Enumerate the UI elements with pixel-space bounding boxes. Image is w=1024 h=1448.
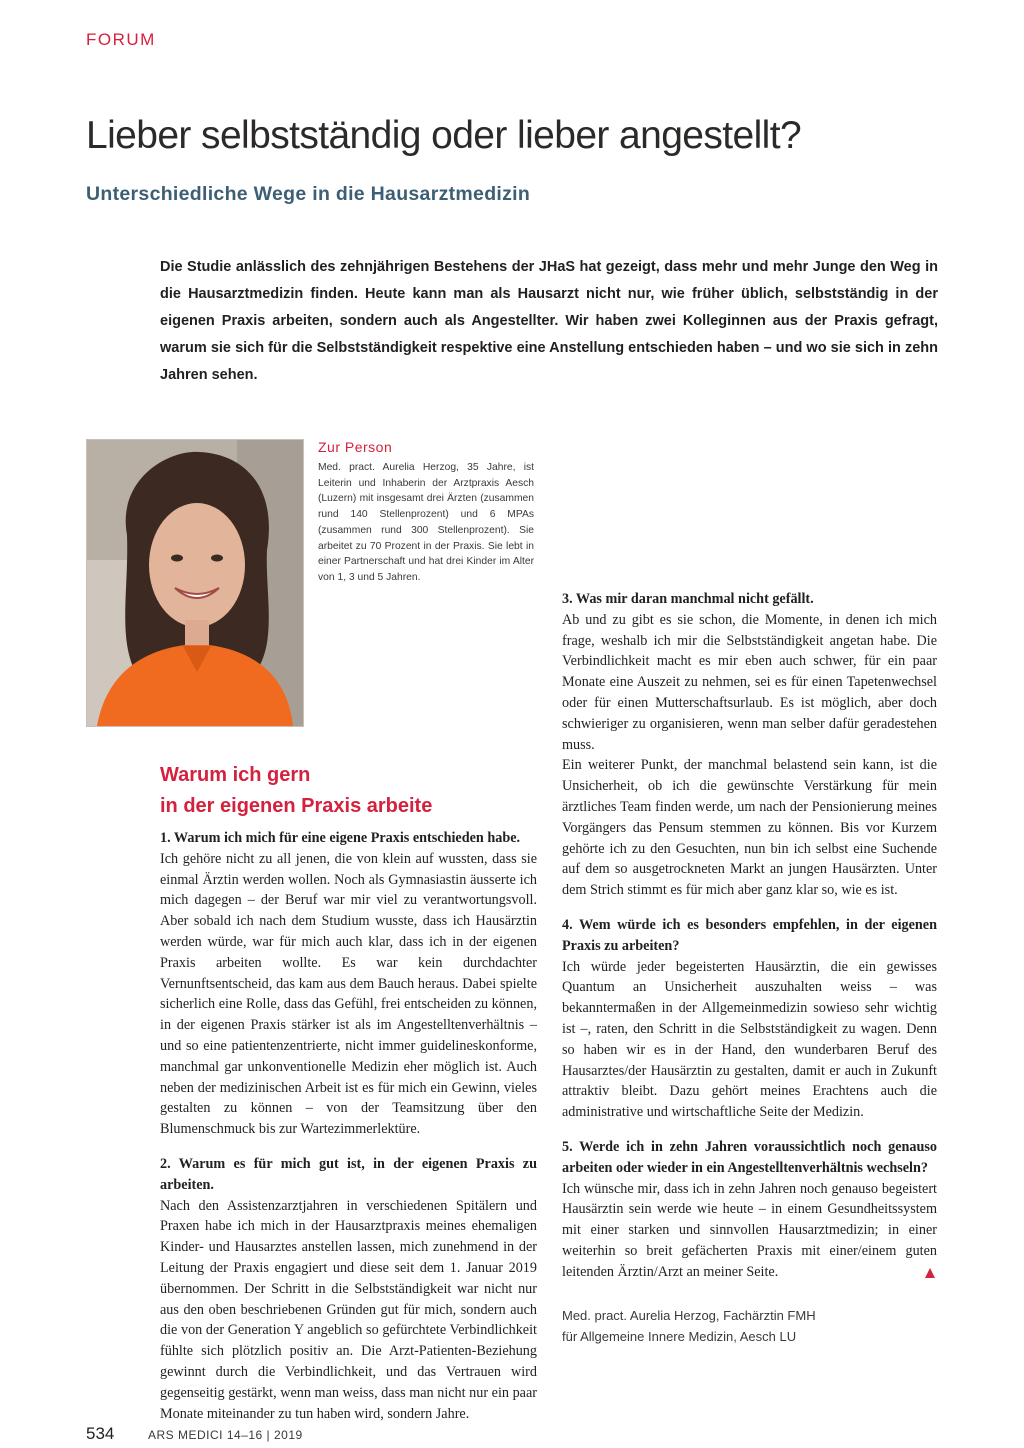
article-column-right bbox=[562, 439, 937, 1283]
person-box-text: Med. pract. Aurelia Herzog, 35 Jahre, ist Leiterin und Inhaberin der Arztpraxis Aesch (Luzern) mit insgesamt drei Ärzten (zusammen rund 140 Stellenprozent) und 6 MPAs (zusammen rund 300 Stellenprozent). Sie arbeitet zu 70 Prozent in der Praxis. Sie lebt in einer Partnerschaft und hat drei Kinder im Alter von 1, 3 und 5 Jahren. bbox=[318, 462, 534, 583]
answer-3-continued: Ein weiterer Punkt, der manchmal belastend sein kann, ist die Unsicherheit, ob ich die gewünschte Verstärkung für mein ärztliches Team finden werde, um nach der Pensionierung meines Vorgängers das Pensum stemmen zu können. Bis vor Kurzem gehörte ich zu den Gesuchten, nun bin ich selbst eine Suchende auf dem so ausgetrockneten Markt an jungen Hausärzten. Unter dem Strich stimmt es für mich aber ganz klar so, wie es ist. bbox=[562, 757, 937, 899]
article-heading-line1: Warum ich gern bbox=[160, 764, 311, 786]
answer-2: Nach den Assistenzarztjahren in verschiedenen Spitälern und Praxen habe ich mich in der Hausarztpraxis meines ehemaligen Kinder- und Hausarztes anstellen lassen, mich zunehmend in der Leitung der Praxis engagiert und diese seit dem 1. Januar 2019 übernommen. Der Schritt in die Selbstständigkeit war nicht nur aus den oben beschriebenen Gründen gut für mich, sondern auch die von der Generation Y angeblich so gefürchtete Verbindlichkeit fühlte sich plötzlich positiv an. Die Arzt-Patienten-Beziehung gewinnt durch die Verbindlichkeit, und das Vertrauen wird gegenseitig gestärkt, wenn man weiss, dass man nicht nur ein paar Monate miteinander zu tun haben wird, sondern Jahre. bbox=[160, 1197, 537, 1422]
question-1: 1. Warum ich mich für eine eigene Praxis entschieden habe. bbox=[160, 830, 521, 846]
signature-line-2: für Allgemeine Innere Medizin, Aesch LU bbox=[562, 1329, 797, 1344]
signature-line-1: Med. pract. Aurelia Herzog, Fachärztin FMH bbox=[562, 1308, 816, 1323]
question-2: 2. Warum es für mich gut ist, in der eigenen Praxis zu arbeiten. bbox=[160, 1155, 537, 1193]
article-heading-line2: in der eigenen Praxis arbeite bbox=[160, 795, 433, 817]
article-heading bbox=[160, 760, 540, 822]
article-column-left bbox=[160, 828, 537, 1424]
portrait-photo bbox=[86, 439, 304, 727]
question-5: 5. Werde ich in zehn Jahren voraussichtlich noch genauso arbeiten oder wieder in ein Angestelltenverhältnis wechseln? bbox=[562, 1138, 937, 1176]
end-of-article-triangle-icon bbox=[925, 1268, 935, 1278]
lead-paragraph: Die Studie anlässlich des zehnjährigen Bestehens der JHaS hat gezeigt, dass mehr und mehr Junge den Weg in die Hausarztmedizin finden. Heute kann man als Hausarzt nicht nur, wie früher üblich, selbstständig in der eigenen Praxis arbeiten, sondern auch als Angestellter. Wir haben zwei Kolleginnen aus der Praxis gefragt, warum sie sich für die Selbstständigkeit respektive eine Anstellung entschieden haben – und wo sie sich in zehn Jahren sehen. bbox=[160, 259, 938, 383]
person-box-title: Zur Person bbox=[318, 439, 393, 455]
article-title: Lieber selbstständig oder lieber angestellt? bbox=[86, 114, 802, 157]
question-4: 4. Wem würde ich es besonders empfehlen, in der eigenen Praxis zu arbeiten? bbox=[562, 916, 937, 954]
answer-1: Ich gehöre nicht zu all jenen, die von klein auf wussten, dass sie einmal Ärztin werden wollen. Noch als Gymnasiastin äusserte ich mich dagegen – der Beruf war mir viel zu verantwortungsvoll. Aber sobald ich nach dem Studium wusste, dass ich Hausärztin werden würde, war für mich auch klar, dass ich in der eigenen Praxis arbeiten wollte. Es war kein durchdachter Vernunftsentscheid, das kam aus dem Bauch heraus. Dabei spielte sicherlich eine Rolle, dass das Gefühl, frei entscheiden zu können, in der eigenen Praxis stärker ist als im Angestelltenverhältnis – und so eine patientenzentrierte, nicht immer guidelineskonforme, manchmal gar unkonventionelle Medizin eher möglich ist. Auch neben der medizinischen Arbeit ist es für mich ein Gewinn, vieles gestalten zu können – von der Teamsitzung über den Blumenschmuck bis zur Wartezimmerlektüre. bbox=[160, 850, 537, 1138]
page-number: 534 bbox=[86, 1424, 115, 1443]
article-subtitle: Unterschiedliche Wege in die Hausarztmedizin bbox=[86, 183, 531, 205]
journal-issue: ARS MEDICI 14–16 | 2019 bbox=[148, 1428, 303, 1442]
answer-4: Ich würde jeder begeisterten Hausärztin, die ein gewisses Quantum an Unsicherheit auszuhalten weiss – was bekanntermaßen in der Allgemeinmedizin sowieso sehr wichtig ist –, raten, den Schritt in die Selbstständigkeit zu wagen. Denn so haben wir es in der Hand, den wunderbaren Beruf des Hausarztes/der Hausärztin zu gestalten, damit er auch in Zukunft attraktiv bleibt. Dazu gehört meines Erachtens auch die administrative und wirtschaftliche Seite der Medizin. bbox=[562, 958, 937, 1121]
author-signature bbox=[562, 1305, 942, 1347]
answer-3: Ab und zu gibt es sie schon, die Momente, in denen ich mich frage, weshalb ich mir die Selbstständigkeit angetan habe. Die Verbindlichkeit macht es mir eben auch schwer, für ein paar Monate eine Auszeit zu nehmen, sei es für einen Tapetenwechsel oder für einen Mutterschaftsurlaub. Es ist möglich, aber doch schwieriger zu organisieren, wenn man selber dafür geradestehen muss. bbox=[562, 611, 937, 753]
answer-5: Ich wünsche mir, dass ich in zehn Jahren noch genauso begeistert Hausärztin sein werde wie heute – in einem Gesundheitssystem mit einer starken und sinnvollen Hausarztmedizin; in einer weiterhin so breit gefächerten Praxis mit einer/einem guten leitenden Ärztin/Arzt an meiner Seite. bbox=[562, 1180, 937, 1280]
section-label: FORUM bbox=[86, 30, 156, 49]
question-3: 3. Was mir daran manchmal nicht gefällt. bbox=[562, 591, 814, 607]
